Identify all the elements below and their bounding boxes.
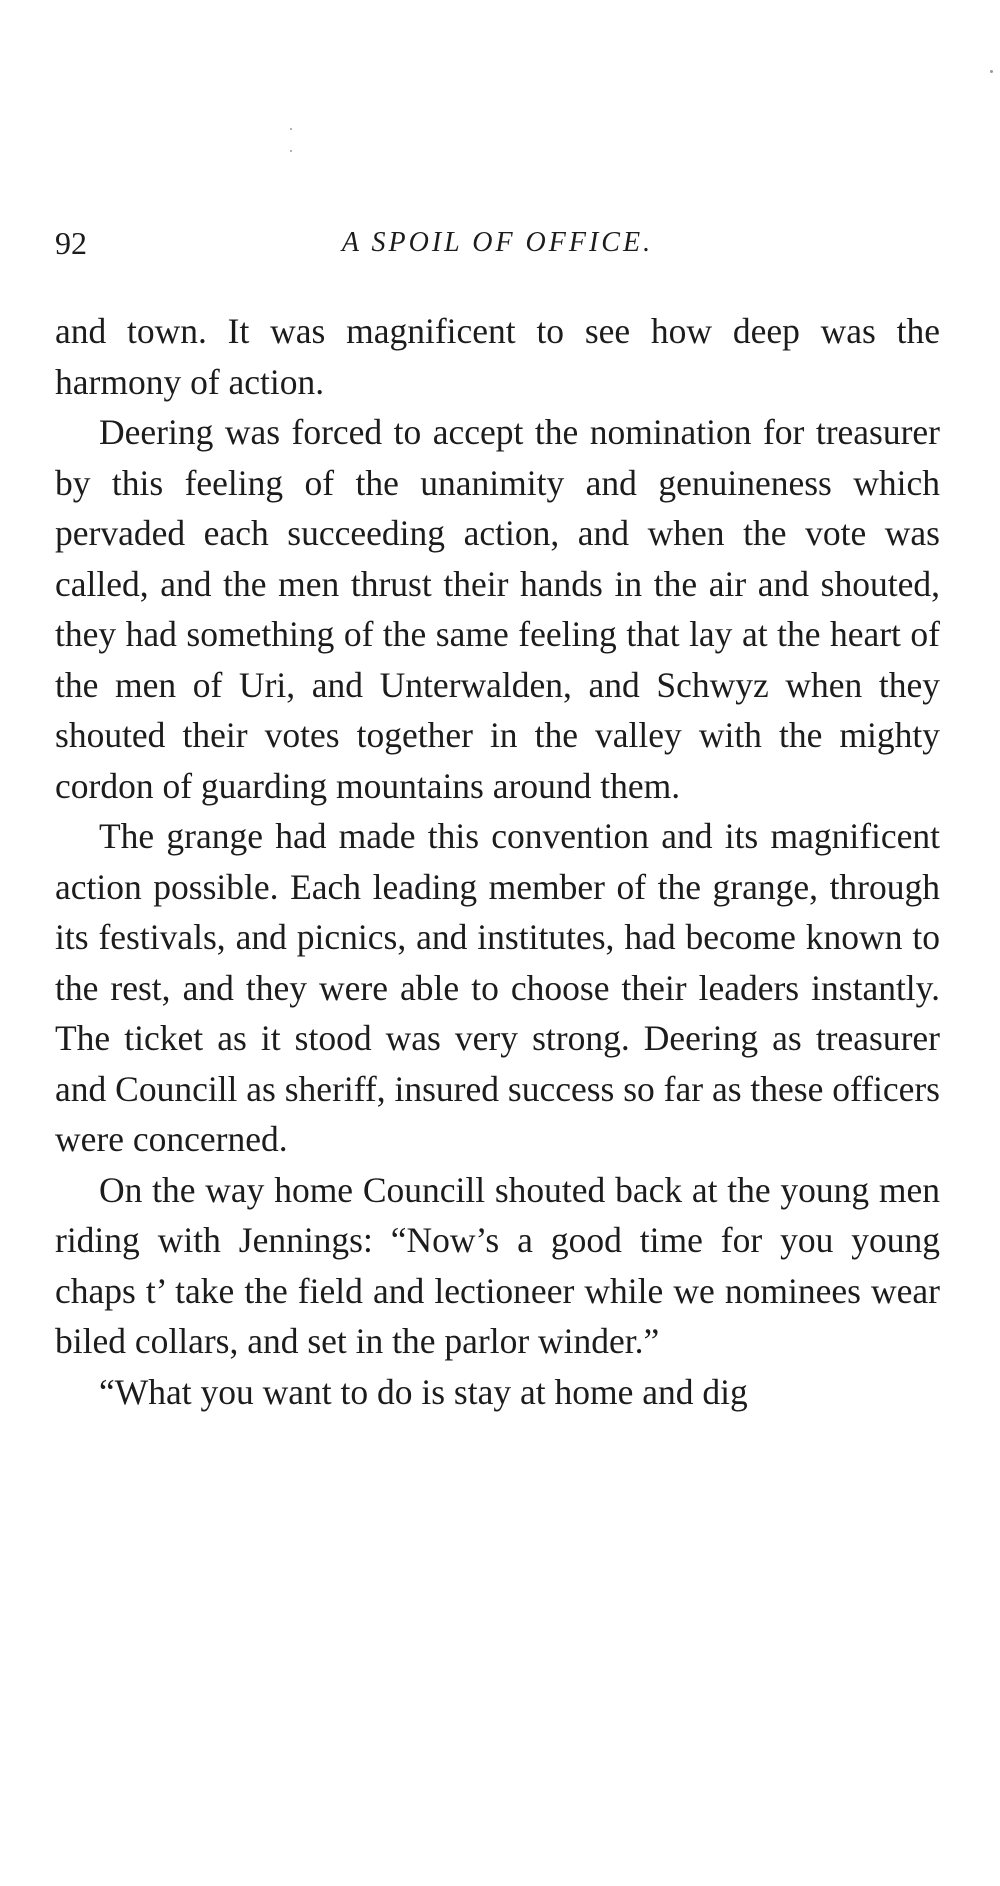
paragraph-nomination: Deering was forced to accept the nomination for treasurer by this feeling of the unanimity and genuineness which pervaded each succeeding action, and when the vote was called, and the men thrust their hands in the air and shouted, they had something of the same feeling that lay at the heart of the men of Uri, and Unterwalden, and Schwyz when they shouted their votes together in the valley with the mighty cordon of guarding mountains around them. <box>55 412 940 806</box>
paragraph-way-home: On the way home Councill shouted back at the young men riding with Jennings: “Now’s a good time for you young chaps t’ take the field and lectioneer while we nominees wear biled collars, and set in the parlor winder.” <box>55 1169 940 1361</box>
body-text <box>55 306 940 1417</box>
paragraph-continuation: and town. It was magnificent to see how deep was the harmony of action. <box>55 311 940 402</box>
running-title: A SPOIL OF OFFICE. <box>341 227 654 258</box>
page-number: 92 <box>55 225 87 261</box>
paragraph-grange: The grange had made this convention and its magnificent action possible. Each leading member of the grange, through its festivals, and picnics, and institutes, had become known to the rest, and they were able to choose their leaders instantly. The ticket as it stood was very strong. Deering as treasurer and Councill as sheriff, insured success so far as these officers were concerned. <box>55 816 940 1159</box>
ink-speck <box>990 70 993 73</box>
paragraph-dig: “What you want to do is stay at home and dig <box>99 1371 748 1412</box>
ink-speck <box>290 150 292 152</box>
ink-speck <box>290 128 292 130</box>
page-header <box>55 218 940 268</box>
